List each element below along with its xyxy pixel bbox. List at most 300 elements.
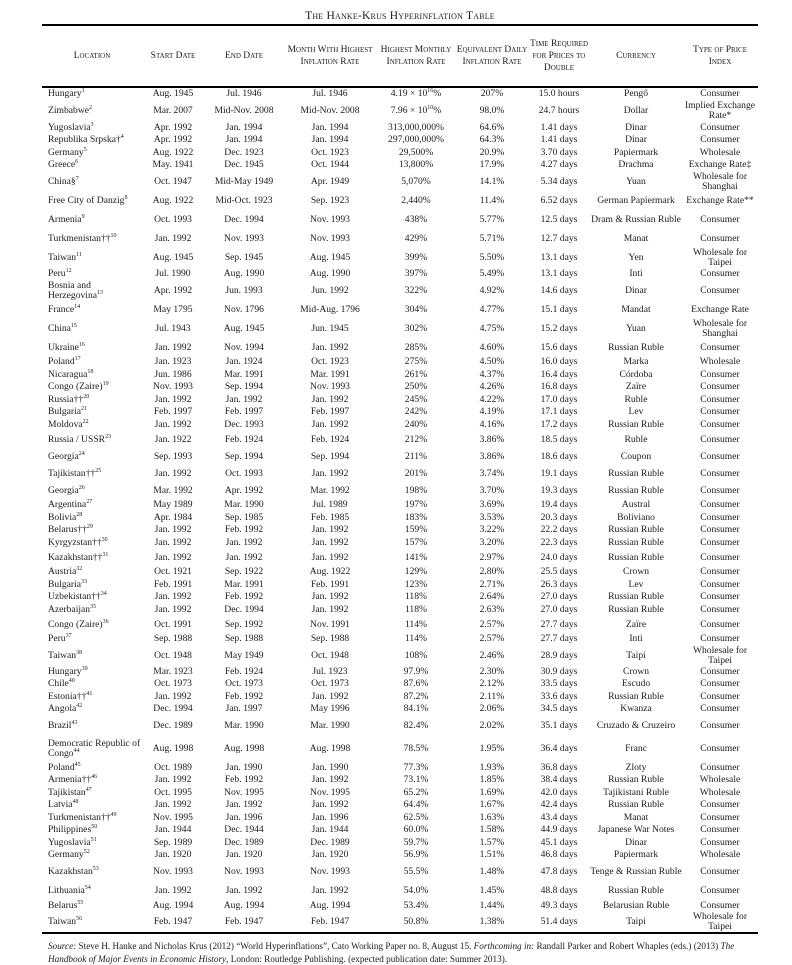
currency-cell: Ruble: [624, 393, 648, 405]
start-date-cell: Nov. 1993: [153, 381, 193, 393]
daily-rate-cell: 3.53%: [479, 511, 505, 523]
peak-month-cell: May 1996: [310, 703, 350, 715]
end-date-cell: Feb. 1924: [224, 433, 264, 445]
location-cell: [42, 566, 142, 579]
doubling-time-cell: 15.0 hours: [538, 88, 580, 100]
column-header: Currency: [590, 26, 682, 87]
currency-cell: Manat: [623, 811, 649, 823]
location-name: Congo (Zaire): [48, 618, 103, 630]
location-name: Philippines: [48, 824, 92, 836]
daily-rate-cell: 2.63%: [479, 603, 505, 615]
daily-rate-cell: 3.74%: [479, 467, 505, 479]
location-name: Germany: [48, 849, 84, 861]
end-date-cell: Dec. 1994: [224, 603, 264, 615]
table-row: [42, 394, 758, 407]
footnote-marker: 52: [83, 849, 90, 856]
peak-month-cell: Jan. 1992: [311, 690, 349, 702]
price-index-cell: Consumer: [700, 341, 740, 353]
footnote-marker: 34: [100, 591, 107, 598]
location-cell: [42, 101, 142, 122]
doubling-time-cell: 42.0 days: [540, 786, 578, 798]
currency-cell: Escudo: [621, 678, 651, 690]
monthly-rate-cell: [376, 849, 456, 862]
currency-cell: Inti: [629, 267, 643, 279]
daily-rate-cell: 4.22%: [479, 393, 505, 405]
location-name: Taiwan: [48, 251, 77, 263]
table-row: [42, 134, 758, 147]
end-date-cell: Dec. 1989: [224, 836, 264, 848]
footnote-marker: 24: [78, 450, 85, 457]
location-cell: [42, 193, 142, 210]
price-index-cell: Consumer: [700, 743, 740, 754]
monthly-rate-value: 84.1%: [403, 703, 429, 715]
hyperinflation-table: [42, 26, 758, 934]
table-row: [42, 512, 758, 525]
peak-month-cell: Apr. 1949: [310, 176, 350, 187]
location-name: China: [48, 322, 71, 334]
monthly-rate-value: 54.0%: [403, 885, 429, 896]
doubling-time-cell: 19.3 days: [540, 484, 578, 496]
currency-cell: Russian Ruble: [608, 467, 664, 479]
table-row: [42, 666, 758, 679]
doubling-time-cell: 44.9 days: [540, 824, 578, 836]
location-name: Taiwan: [48, 916, 77, 927]
monthly-rate-value: 313,000,000%: [388, 121, 444, 133]
footnote-marker: 28: [76, 511, 83, 518]
location-cell: [42, 900, 142, 913]
monthly-rate-value: 82.4%: [403, 720, 429, 731]
monthly-rate-value: 242%: [404, 406, 428, 418]
start-date-cell: May 1989: [153, 499, 193, 511]
daily-rate-cell: 1.51%: [479, 849, 505, 861]
peak-month-cell: Nov. 1993: [310, 214, 350, 225]
currency-cell: Dinar: [625, 836, 647, 848]
daily-rate-cell: 2.64%: [479, 591, 505, 603]
doubling-time-cell: 42.4 days: [540, 799, 578, 811]
currency-cell: Papiermark: [613, 849, 659, 861]
peak-month-cell: Jan. 1990: [311, 761, 349, 773]
start-date-cell: Dec. 1994: [153, 703, 193, 715]
column-header: Equivalent Daily Inflation Rate: [456, 26, 528, 87]
table-row: [42, 678, 758, 691]
location-cell: [42, 646, 142, 666]
table-row: [42, 849, 758, 862]
peak-month-cell: Jan. 1920: [311, 849, 349, 861]
location-name: Hungary: [48, 665, 82, 677]
column-header: Highest Monthly Inflation Rate: [376, 26, 456, 87]
end-date-cell: Dec. 1944: [224, 824, 264, 836]
peak-month-cell: Jul. 1946: [312, 88, 348, 100]
currency-cell: Lev: [628, 578, 644, 590]
location-name: Uzbekistan††: [48, 591, 101, 603]
doubling-time-cell: 36.4 days: [540, 743, 578, 754]
currency-cell: Boliviano: [617, 511, 655, 523]
doubling-time-cell: 13.1 days: [540, 267, 578, 279]
peak-month-cell: Jan. 1992: [311, 524, 349, 536]
currency-cell: Russian Ruble: [608, 341, 664, 353]
currency-cell: Tajikistani Ruble: [603, 786, 669, 798]
price-index-cell: Consumer: [700, 566, 740, 578]
doubling-time-cell: 30.9 days: [540, 665, 578, 677]
monthly-rate-value: 53.4%: [403, 899, 429, 911]
start-date-cell: Nov. 1993: [153, 866, 193, 877]
footnote-marker: 22: [82, 418, 89, 425]
location-cell: [42, 524, 142, 537]
footnote-marker: 43: [71, 720, 78, 726]
price-index-cell: Consumer: [700, 866, 740, 877]
peak-month-cell: Jan. 1992: [311, 418, 349, 430]
end-date-cell: Nov. 1994: [224, 341, 264, 353]
daily-rate-cell: 11.4%: [479, 195, 505, 206]
currency-cell: Russian Ruble: [608, 774, 664, 786]
monthly-rate-value: 118%: [404, 591, 428, 603]
end-date-cell: Jul. 1946: [226, 88, 262, 100]
location-name: Germany: [48, 146, 84, 158]
price-index-cell: Implied Exchange Rate*: [684, 100, 756, 121]
monthly-rate-value: 141%: [404, 551, 428, 563]
location-name: Poland: [48, 761, 75, 773]
location-name: Hungary: [48, 88, 82, 100]
table-row: [42, 465, 758, 482]
peak-month-cell: Jan. 1992: [311, 591, 349, 603]
monthly-rate-value: 197%: [404, 499, 428, 511]
location-name: Austria: [48, 566, 77, 578]
peak-month-cell: Jul. 1989: [312, 499, 348, 511]
currency-cell: Ruble: [624, 433, 648, 445]
currency-cell: Dinar: [625, 284, 647, 296]
table-row: [42, 799, 758, 812]
monthly-rate-cell: [376, 691, 456, 704]
start-date-cell: Jul. 1990: [155, 267, 191, 279]
column-header: Type of Price Index: [682, 26, 758, 87]
table-row: [42, 912, 758, 933]
doubling-time-cell: 4.27 days: [540, 159, 578, 171]
location-cell: [42, 419, 142, 432]
doubling-time-cell: 48.8 days: [540, 885, 578, 896]
currency-cell: Yuan: [626, 322, 646, 334]
monthly-rate-value: 78.5%: [403, 743, 429, 754]
doubling-time-cell: 47.8 days: [540, 866, 578, 877]
table-row: [42, 883, 758, 900]
daily-rate-cell: 2.11%: [479, 690, 505, 702]
source-citation: [42, 934, 758, 965]
location-name: Belarus: [48, 899, 78, 911]
table-row: [42, 566, 758, 579]
doubling-time-cell: 14.6 days: [540, 284, 578, 296]
footnote-marker: 36: [102, 618, 109, 625]
peak-month-cell: Feb. 1997: [310, 406, 350, 418]
doubling-time-cell: 6.52 days: [540, 195, 578, 206]
daily-rate-cell: 4.16%: [479, 418, 505, 430]
footnote-marker: 17: [74, 356, 81, 363]
location-cell: [42, 549, 142, 566]
peak-month-cell: Oct. 1973: [311, 678, 349, 690]
currency-cell: Dinar: [625, 121, 647, 133]
table-row: [42, 549, 758, 566]
daily-rate-cell: 2.06%: [479, 703, 505, 715]
location-cell: [42, 824, 142, 837]
location-cell: [42, 268, 142, 281]
start-date-cell: Oct. 1995: [154, 786, 192, 798]
doubling-time-cell: 25.5 days: [540, 566, 578, 578]
end-date-cell: Oct. 1993: [225, 467, 263, 479]
price-index-cell: Consumer: [700, 824, 740, 836]
location-name: Bosnia and Herzegovina: [48, 279, 98, 301]
end-date-cell: Dec. 1994: [224, 214, 264, 225]
price-index-cell: Exchange Rate‡: [688, 159, 752, 171]
start-date-cell: Mar. 1992: [153, 484, 193, 496]
doubling-time-cell: 15.2 days: [540, 322, 578, 334]
monthly-rate-cell: [376, 394, 456, 407]
location-cell: [42, 280, 142, 301]
currency-cell: Russian Ruble: [608, 885, 664, 896]
table-row: [42, 646, 758, 666]
monthly-rate-cell: [376, 837, 456, 850]
peak-month-cell: Jan. 1992: [311, 603, 349, 615]
start-date-cell: May 1795: [153, 303, 193, 315]
footnote-marker: 27: [86, 499, 93, 506]
end-date-cell: Jan. 1990: [225, 761, 263, 773]
location-name: Latvia: [48, 799, 73, 811]
table-row: [42, 787, 758, 800]
monthly-rate-cell: [376, 499, 456, 512]
peak-month-cell: Nov. 1991: [310, 618, 350, 630]
price-index-cell: Wholesale for Shanghai: [692, 317, 748, 339]
daily-rate-cell: 2.12%: [479, 678, 505, 690]
table-row: [42, 147, 758, 160]
peak-month-cell: Sep. 1988: [310, 633, 350, 645]
peak-month-cell: Sep. 1923: [310, 195, 350, 206]
footnote-marker: 15: [70, 322, 77, 329]
price-index-cell: Consumer: [700, 233, 740, 244]
start-date-cell: Jan. 1992: [154, 603, 192, 615]
location-cell: [42, 431, 142, 448]
daily-rate-cell: 2.80%: [479, 566, 505, 578]
doubling-time-cell: 26.3 days: [540, 578, 578, 590]
footnote-marker: 11: [76, 251, 82, 258]
location-name: Greece: [48, 159, 76, 171]
end-date-cell: Sep. 1945: [224, 251, 264, 263]
doubling-time-cell: 20.3 days: [540, 511, 578, 523]
price-index-cell: Exchange Rate**: [686, 195, 754, 206]
monthly-rate-cell: [376, 524, 456, 537]
price-index-cell: Consumer: [700, 761, 740, 773]
price-index-cell: Consumer: [700, 578, 740, 590]
location-name: Angola: [48, 703, 77, 715]
monthly-rate-value: 87.6%: [403, 678, 429, 690]
footnote-marker: 10: [110, 233, 117, 239]
location-cell: [42, 369, 142, 382]
end-date-cell: May 1949: [224, 649, 264, 661]
start-date-cell: Mar. 1923: [153, 665, 193, 677]
location-name: China§: [48, 176, 76, 187]
currency-cell: Russian Ruble: [608, 536, 664, 548]
source-text: , London: Routledge Publishing. (expected publication date: Summer 2013).: [226, 953, 508, 964]
end-date-cell: Aug. 1990: [223, 267, 265, 279]
monthly-rate-value: 29,500%: [398, 146, 434, 158]
doubling-time-cell: 43.4 days: [540, 811, 578, 823]
daily-rate-cell: 1.85%: [479, 774, 505, 786]
peak-month-cell: Oct. 1944: [311, 159, 349, 171]
monthly-rate-value: 87.2%: [403, 690, 429, 702]
location-cell: [42, 356, 142, 369]
peak-month-cell: Aug. 1994: [309, 899, 351, 911]
peak-month-cell: Mid-Aug. 1796: [300, 303, 360, 315]
monthly-rate-value: 250%: [404, 381, 428, 393]
start-date-cell: Apr. 1992: [153, 134, 193, 146]
location-cell: [42, 537, 142, 550]
location-cell: [42, 159, 142, 172]
price-index-cell: Consumer: [700, 499, 740, 511]
footnote-marker: 53: [92, 866, 99, 872]
currency-cell: Cruzado & Cruzeiro: [596, 720, 676, 731]
start-date-cell: Feb. 1991: [153, 578, 193, 590]
price-index-cell: Consumer: [700, 618, 740, 630]
table-row: [42, 499, 758, 512]
start-date-cell: Jul. 1943: [155, 322, 191, 334]
doubling-time-cell: 22.3 days: [540, 536, 578, 548]
monthly-rate-value: 261%: [404, 368, 428, 380]
currency-cell: Dinar: [625, 134, 647, 146]
location-cell: [42, 231, 142, 248]
monthly-rate-cell: [376, 280, 456, 301]
location-name: Bulgaria: [48, 406, 82, 418]
location-cell: [42, 87, 142, 101]
footnote-marker: 40: [68, 678, 75, 685]
monthly-rate-value: 297,000,000%: [388, 134, 444, 146]
end-date-cell: Mar. 1991: [224, 578, 264, 590]
location-cell: [42, 448, 142, 465]
footnote-marker: 25: [95, 467, 102, 474]
monthly-rate-cell: [376, 912, 456, 933]
location-name: Yugoslavia: [48, 121, 91, 133]
end-date-cell: Nov. 1796: [224, 303, 264, 315]
start-date-cell: Jan. 1992: [154, 885, 192, 896]
location-cell: [42, 883, 142, 900]
table-row: [42, 691, 758, 704]
monthly-rate-value: 64.4%: [403, 799, 429, 811]
doubling-time-cell: 24.0 days: [540, 551, 578, 563]
monthly-rate-cell: [376, 512, 456, 525]
currency-cell: Franc: [625, 743, 647, 754]
footnote-marker: 48: [72, 799, 79, 806]
monthly-rate-value: 245%: [404, 393, 428, 405]
doubling-time-cell: 27.7 days: [540, 618, 578, 630]
location-name: Lithuania: [48, 885, 85, 896]
location-name: Argentina: [48, 499, 87, 511]
start-date-cell: Dec. 1989: [153, 720, 193, 731]
location-name: Peru: [48, 633, 66, 645]
peak-month-cell: Dec. 1989: [310, 836, 350, 848]
footnote-marker: 4: [120, 134, 124, 141]
monthly-rate-cell: [376, 666, 456, 679]
peak-month-cell: Aug. 1922: [309, 566, 351, 578]
currency-cell: Yuan: [626, 176, 646, 187]
column-header: End Date: [204, 26, 284, 87]
location-name: Bulgaria: [48, 578, 82, 590]
table-row: [42, 318, 758, 339]
location-name: Georgia: [48, 450, 79, 462]
monthly-rate-cell: [376, 318, 456, 339]
price-index-cell: Consumer: [700, 88, 740, 100]
price-index-cell: Consumer: [700, 665, 740, 677]
daily-rate-cell: 1.48%: [479, 866, 505, 877]
peak-month-cell: Jan. 1994: [311, 134, 349, 146]
daily-rate-cell: 4.77%: [479, 303, 505, 315]
doubling-time-cell: 18.5 days: [540, 433, 578, 445]
doubling-time-cell: 38.4 days: [540, 774, 578, 786]
daily-rate-cell: 4.50%: [479, 356, 505, 368]
monthly-rate-cell: [376, 159, 456, 172]
currency-cell: Inti: [629, 633, 643, 645]
location-cell: [42, 301, 142, 318]
monthly-rate-cell: [376, 883, 456, 900]
monthly-rate-cell: [376, 787, 456, 800]
table-row: [42, 537, 758, 550]
doubling-time-cell: 17.1 days: [540, 406, 578, 418]
location-cell: [42, 134, 142, 147]
location-name: Congo (Zaire): [48, 381, 103, 393]
monthly-rate-cell: [376, 579, 456, 592]
start-date-cell: Oct. 1991: [154, 618, 192, 630]
daily-rate-cell: 1.93%: [479, 761, 505, 773]
table-row: [42, 159, 758, 172]
monthly-rate-value: 429%: [404, 233, 428, 244]
monthly-rate-value: 322%: [404, 284, 428, 296]
price-index-cell: Consumer: [700, 703, 740, 715]
table-row: [42, 419, 758, 432]
end-date-cell: Jan. 1994: [225, 121, 263, 133]
doubling-time-cell: 1.41 days: [540, 134, 578, 146]
location-name: Free City of Danzig: [48, 195, 125, 206]
daily-rate-cell: 2.30%: [479, 665, 505, 677]
location-name: Turkmenistan††: [48, 811, 111, 823]
end-date-cell: Feb. 1992: [224, 524, 264, 536]
footnote-marker: 1: [81, 88, 85, 95]
daily-rate-cell: 4.75%: [479, 322, 505, 334]
footnote-marker: 50: [91, 824, 98, 831]
forthcoming-label: Forthcoming in:: [473, 941, 535, 951]
price-index-cell: Consumer: [700, 134, 740, 146]
peak-month-cell: Jan. 1992: [311, 341, 349, 353]
peak-month-cell: Mar. 1991: [310, 368, 350, 380]
peak-month-cell: Jan. 1992: [311, 885, 349, 896]
source-text: Steve H. Hanke and Nicholas Krus (2012) “World Hyperinflations”, Cato Working Paper no. 8, August 15.: [76, 941, 474, 951]
currency-cell: Lev: [628, 406, 644, 418]
footnote-marker: 47: [85, 786, 92, 793]
location-name: Brazil: [48, 720, 72, 731]
daily-rate-cell: 4.26%: [479, 381, 505, 393]
daily-rate-cell: 1.45%: [479, 885, 505, 896]
start-date-cell: Apr. 1984: [153, 511, 193, 523]
price-index-cell: Wholesale for Shanghai: [692, 171, 748, 192]
footnote-marker: 19: [102, 381, 109, 388]
table-row: [42, 762, 758, 775]
table-body: [42, 87, 758, 933]
doubling-time-cell: 24.7 hours: [538, 105, 580, 116]
end-date-cell: Sep. 1988: [224, 633, 264, 645]
location-name: Zimbabwe: [48, 105, 90, 116]
location-name: Kyrgyzstan††: [48, 536, 102, 548]
monthly-rate-value: 159%: [404, 524, 428, 536]
location-cell: [42, 862, 142, 883]
doubling-time-cell: 16.0 days: [540, 356, 578, 368]
daily-rate-cell: 2.02%: [479, 720, 505, 731]
price-index-cell: Wholesale: [699, 774, 741, 786]
daily-rate-cell: 98.0%: [479, 105, 505, 116]
peak-month-cell: Feb. 1924: [310, 433, 350, 445]
footnote-marker: 30: [101, 536, 108, 543]
